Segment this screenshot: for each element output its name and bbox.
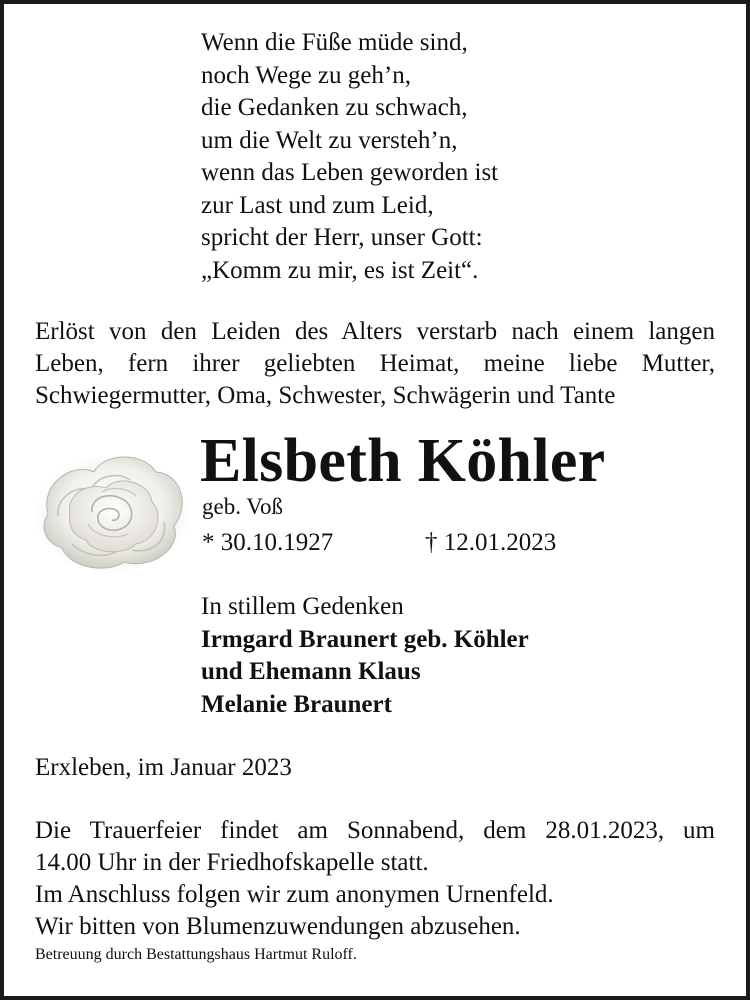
intro-line: Schwiegermutter, Oma, Schwester, Schwägerin und Tante (35, 382, 616, 409)
death-date: † 12.01.2023 (425, 529, 557, 556)
intro-paragraph (35, 316, 715, 412)
place-and-date: Erxleben, im Januar 2023 (35, 754, 292, 781)
mourner-name: und Ehemann Klaus (201, 658, 421, 685)
poem-line: zur Last und zum Leid, (201, 191, 434, 219)
poem-line: wenn das Leben geworden ist (201, 159, 499, 186)
funeral-notice (35, 815, 715, 943)
mourners-block (201, 591, 529, 721)
white-rose-icon (32, 444, 190, 574)
funeral-home-note: Betreuung durch Bestattungshaus Hartmut Ruloff. (35, 946, 357, 963)
intro-line: Erlöst von den Leiden des Alters verstarb nach einem langen (35, 318, 715, 345)
poem-line: noch Wege zu geh’n, (201, 61, 411, 89)
poem-line: Wenn die Füße müde sind, (201, 29, 468, 56)
mourner-name: Melanie Braunert (201, 690, 392, 718)
deceased-name: Elsbeth Köhler (200, 427, 606, 495)
mourner-name: Irmgard Braunert geb. Köhler (201, 625, 529, 653)
poem (201, 27, 498, 287)
poem-line: um die Welt zu versteh’n, (201, 126, 458, 154)
funeral-line: 14.00 Uhr in der Friedhofskapelle statt. (35, 849, 429, 876)
birth-name: geb. Voß (202, 494, 283, 519)
funeral-line: Im Anschluss folgen wir zum anonymen Urnenfeld. (35, 881, 554, 908)
poem-line: die Gedanken zu schwach, (201, 94, 468, 121)
funeral-line: Die Trauerfeier findet am Sonnabend, dem 28.01.2023, um (35, 817, 715, 844)
birth-date: * 30.10.1927 (202, 529, 334, 556)
poem-line: spricht der Herr, unser Gott: (201, 224, 483, 251)
intro-line: Leben, fern ihrer geliebten Heimat, meine liebe Mutter, (35, 350, 715, 377)
mourners-intro: In stillem Gedenken (201, 593, 404, 620)
funeral-line: Wir bitten von Blumenzuwendungen abzusehen. (35, 913, 521, 940)
poem-line: „Komm zu mir, es ist Zeit“. (201, 256, 479, 284)
